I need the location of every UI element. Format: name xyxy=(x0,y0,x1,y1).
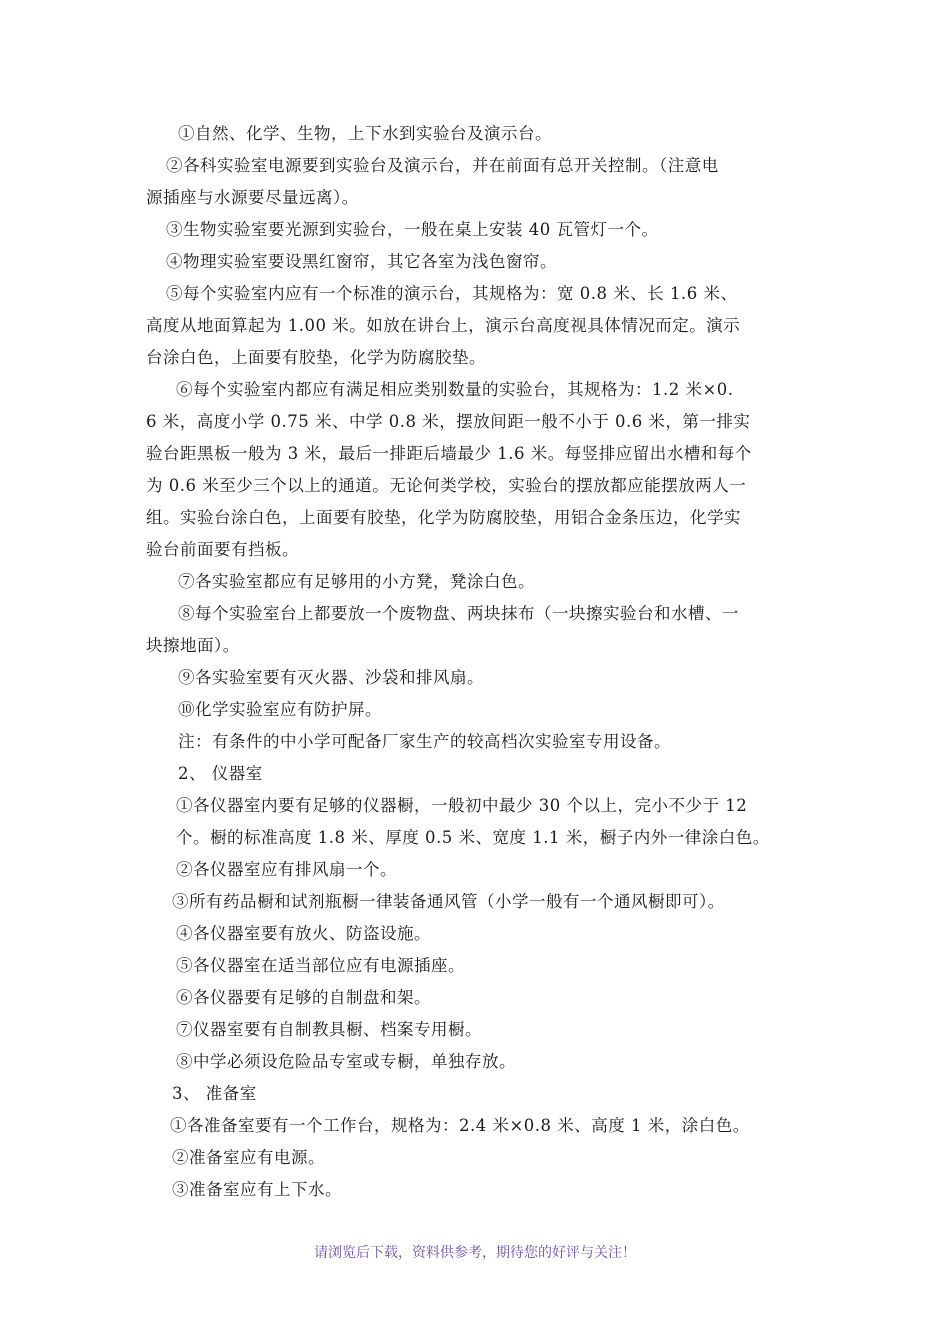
text-line: 源插座与水源要尽量远离）。 xyxy=(146,188,359,207)
text-line: ⑩化学实验室应有防护屏。 xyxy=(178,700,382,719)
text-line: ②准备室应有电源。 xyxy=(172,1148,325,1167)
text-line: ⑧中学必须设危险品专室或专橱，单独存放。 xyxy=(176,1052,516,1071)
text-line: ⑦各实验室都应有足够用的小方凳，凳涂白色。 xyxy=(178,572,535,591)
text-line: 台涂白色，上面要有胶垫，化学为防腐胶垫。 xyxy=(146,348,486,367)
text-line: 个。橱的标准高度 1.8 米、厚度 0.5 米、宽度 1.1 米，橱子内外一律涂白色。 xyxy=(176,828,770,847)
text-line: ⑤各仪器室在适当部位应有电源插座。 xyxy=(176,956,465,975)
text-line: ④物理实验室要设黑红窗帘，其它各室为浅色窗帘。 xyxy=(166,252,557,271)
text-line: ③准备室应有上下水。 xyxy=(172,1180,342,1199)
text-line: ⑧每个实验室台上都要放一个废物盘、两块抹布（一块擦实验台和水槽、一 xyxy=(178,604,739,623)
text-line: 为 0.6 米至少三个以上的通道。无论何类学校，实验台的摆放都应能摆放两人一 xyxy=(146,476,747,495)
footer-note: 请浏览后下载，资料供参考，期待您的好评与关注！ xyxy=(314,1245,636,1261)
text-line: ⑤每个实验室内应有一个标准的演示台，其规格为：宽 0.8 米、长 1.6 米、 xyxy=(166,284,738,303)
text-line: ①各准备室要有一个工作台，规格为：2.4 米×0.8 米、高度 1 米，涂白色。 xyxy=(170,1116,750,1135)
text-line: ⑥每个实验室内都应有满足相应类别数量的实验台，其规格为：1.2 米×0. xyxy=(176,380,734,399)
section-heading: 2、 仪器室 xyxy=(178,764,263,783)
text-line: 注：有条件的中小学可配备厂家生产的较高档次实验室专用设备。 xyxy=(178,732,671,751)
text-line: ②各仪器室应有排风扇一个。 xyxy=(176,860,397,879)
text-line: 块擦地面）。 xyxy=(146,636,240,655)
text-line: ③所有药品橱和试剂瓶橱一律装备通风管（小学一般有一个通风橱即可）。 xyxy=(172,892,725,911)
text-line: 6 米，高度小学 0.75 米、中学 0.8 米，摆放间距一般不小于 0.6 米，第一排实 xyxy=(146,412,751,431)
text-line: ①各仪器室内要有足够的仪器橱，一般初中最少 30 个以上，完小不少于 12 xyxy=(176,796,748,815)
text-line: ①自然、化学、生物，上下水到实验台及演示台。 xyxy=(178,124,552,143)
text-line: ④各仪器室要有放火、防盗设施。 xyxy=(176,924,431,943)
text-line: 验台前面要有挡板。 xyxy=(146,540,299,559)
text-line: 高度从地面算起为 1.00 米。如放在讲台上，演示台高度视具体情况而定。演示 xyxy=(146,316,741,335)
text-line: ⑦仪器室要有自制教具橱、档案专用橱。 xyxy=(176,1020,482,1039)
text-line: ⑨各实验室要有灭火器、沙袋和排风扇。 xyxy=(178,668,484,687)
text-line: ⑥各仪器要有足够的自制盘和架。 xyxy=(176,988,431,1007)
text-line: 验台距黑板一般为 3 米，最后一排距后墙最少 1.6 米。每竖排应留出水槽和每个 xyxy=(146,444,752,463)
section-heading: 3、 准备室 xyxy=(172,1084,257,1103)
text-line: 组。实验台涂白色，上面要有胶垫，化学为防腐胶垫，用铝合金条压边，化学实 xyxy=(146,508,741,527)
text-line: ②各科实验室电源要到实验台及演示台，并在前面有总开关控制。（注意电 xyxy=(166,156,719,175)
text-line: ③生物实验室要光源到实验台，一般在桌上安装 40 瓦管灯一个。 xyxy=(166,220,659,239)
